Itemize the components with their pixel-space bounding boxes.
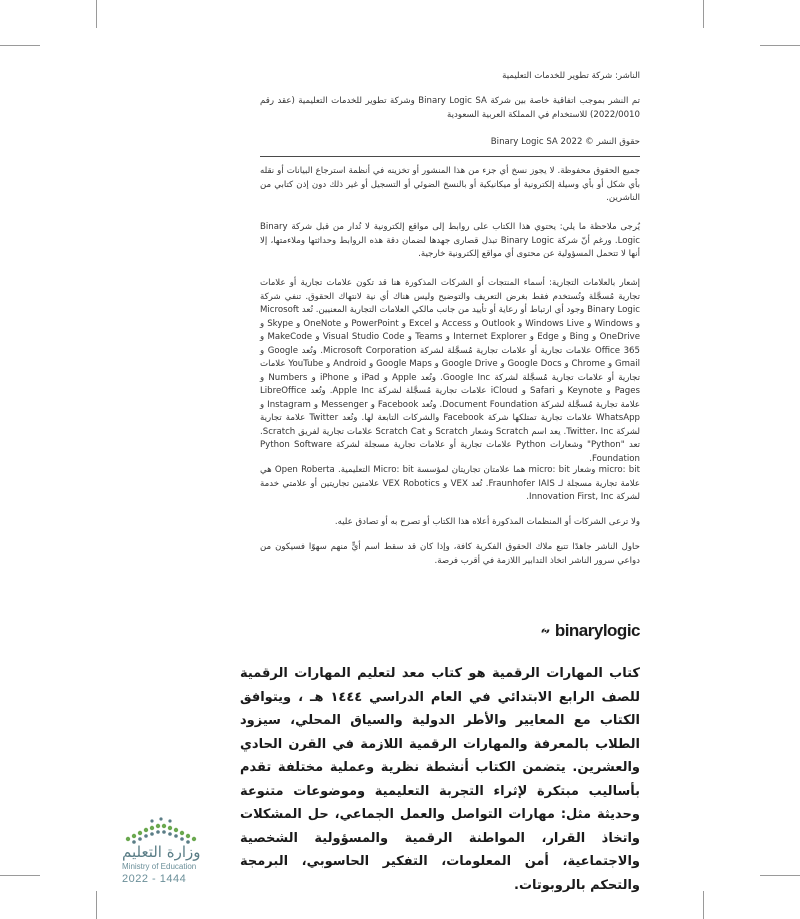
endorsement-text: ولا ترعى الشركات أو المنظمات المذكورة أعلاه هذا الكتاب أو تصرح به أو تصادق عليه. [334, 517, 640, 527]
trademarks-text: إشعار بالعلامات التجارية: أسماء المنتجات أو الشركات المذكورة هنا قد تكون علامات تجارية أو علامات تجارية مُسجَّلة وتُستخدم فقط بغرض التعريف والتوضيح وليس هناك أي نية لانتهاك الحقوق. تنفي شركة Binary Logic وجود أي ارتباط أو رعاية أو تأييد من جانب مالكي العلامات التجارية المعنيين. تُعد Microsoft و Windows و Windows Live و Outlook و Access و Excel و PowerPoint و OneNote و Skype و OneDrive و Bing و Edge و Internet Explorer و Teams و Visual Studio Code و MakeCode و Office 365 علامات تجارية أو علامات تجارية مُسجَّلة لشركة Microsoft Corporation. وتُعد Google و Gmail و Chrome و Google Docs و Google Drive و Google Maps و Android و YouTube علامات تجارية أو علامات تجارية مُسجَّلة لشركة Google Inc. وتُعد Apple و iPad و iPhone و Numbers و Pages و Keynote و Safari و iCloud علامات تجارية مُسجَّلة لشركة Apple Inc. وتُعد LibreOffice علامة تجارية مُسجَّلة لشركة Document Foundation. وتُعد Facebook و Messenger و Instagram و WhatsApp علامات تجارية تمتلكها شركة Facebook والشركات التابعة لها. وتُعد Twitter علامة تجارية لشركة Twitter، Inc. يعد اسم Scratch وشعار Scratch و Scratch Cat علامات تجارية لفريق Scratch. تعد "Python" وشعارات Python علامات تجارية أو علامات تجارية مسجلة لشركة Python Software Foundation. [260, 278, 641, 464]
crop-mark-bottom-left [96, 891, 97, 919]
logo-wordmark: binarylogic [554, 621, 640, 640]
agreement-text: تم النشر بموجب اتفاقية خاصة بين شركة Binary Logic SA وشركة تطوير للخدمات التعليمية (عقد رقم 2022/0010) للاستخدام في المملكة العربية السعودية [260, 96, 640, 120]
binarylogic-mark-icon [540, 620, 551, 642]
ministry-year: 2022 - 1444 [122, 873, 187, 885]
copyright-line [260, 136, 640, 150]
microbit-paragraph [260, 464, 640, 505]
microbit-text: micro: bit وشعار micro: bit هما علامتان تجاريتان لمؤسسة Micro: bit التعليمية. Open Roberta هي علامة تجارية مسجلة لـ Fraunhofer IAIS. تُعد VEX و VEX Robotics علامتين تجاريتين أو علامتي خدمة لشركة Innovation First, Inc. [260, 465, 640, 502]
rights-text: جميع الحقوق محفوظة. لا يجوز نسخ أي جزء من هذا المنشور أو تخزينه في أنظمة استرجاع البيانات أو نقله بأي شكل أو بأي وسيلة إلكترونية أو ميكانيكية أو بالنسخ الضوئي أو التسجيل أو غير ذلك دون إذن كتابي من الناشرين. [260, 166, 640, 203]
crop-mark-top-right [703, 0, 704, 28]
binarylogic-logo [540, 618, 640, 644]
ministry-of-education-logo [112, 817, 222, 889]
rights-tracking-text: حاول الناشر جاهدًا تتبع ملاك الحقوق الفكرية كافة، وإذا كان قد سقط اسم أيٍّ منهم سهوًا فسيكون من دواعي سرور الناشر اتخاذ التدابير اللازمة في أقرب فرصة. [260, 542, 640, 566]
ministry-dots-emblem-icon [122, 817, 202, 845]
crop-mark-right-bottom [760, 875, 800, 876]
crop-mark-right-top [760, 45, 800, 46]
crop-mark-left-bottom [0, 875, 40, 876]
publisher-text: الناشر: شركة تطوير للخدمات التعليمية [502, 71, 640, 81]
ministry-english-name: Ministry of Education [122, 862, 197, 871]
book-description: كتاب المهارات الرقمية هو كتاب معد لتعليم المهارات الرقمية للصف الرابع الابتدائي في العام الدراسي ١٤٤٤ هـ ، ويتوافق الكتاب مع المعايير والأطر الدولية والسياق المحلي، سيزود الطلاب بالمعرفة والمهارات الرقمية اللازمة في القرن الحادي والعشرين. يتضمن الكتاب أنشطة نظرية وعملية مختلفة تقدم بأساليب مبتكرة لإثراء التجربة التعليمية وموضوعات متنوعة وحديثة مثل: مهارات التواصل والعمل الجماعي، حل المشكلات واتخاذ القرار، المواطنة الرقمية والمسؤولية الشخصية والاجتماعية، أمن المعلومات، التفكير الحاسوبي، البرمجة والتحكم بالروبوتات. [240, 666, 641, 893]
links-notice-paragraph [260, 221, 640, 262]
crop-mark-bottom-right [703, 891, 704, 919]
endorsement-paragraph [260, 516, 640, 530]
publisher-line [260, 70, 640, 84]
notice-text: يُرجى ملاحظة ما يلي: يحتوي هذا الكتاب على روابط إلى مواقع إلكترونية لا تُدار من قبل شركة Binary Logic. ورغم أنّ شركة Binary Logic تبذل قصارى جهدها لضمان دقة هذه الروابط وحداثتها وملاءمتها، إلا أنها لا تتحمل المسؤولية عن محتوى أي مواقع إلكترونية خارجية. [260, 222, 641, 259]
trademarks-paragraph [260, 277, 640, 466]
crop-mark-left-top [0, 45, 40, 46]
divider-rule [260, 156, 640, 157]
crop-mark-top-left [96, 0, 97, 28]
copyright-text: حقوق النشر © Binary Logic SA 2022 [490, 137, 640, 147]
ministry-arabic-name: وزارة التعليم [122, 843, 201, 861]
rights-tracking-paragraph [260, 541, 640, 568]
agreement-paragraph [260, 95, 640, 122]
rights-paragraph [260, 165, 640, 206]
